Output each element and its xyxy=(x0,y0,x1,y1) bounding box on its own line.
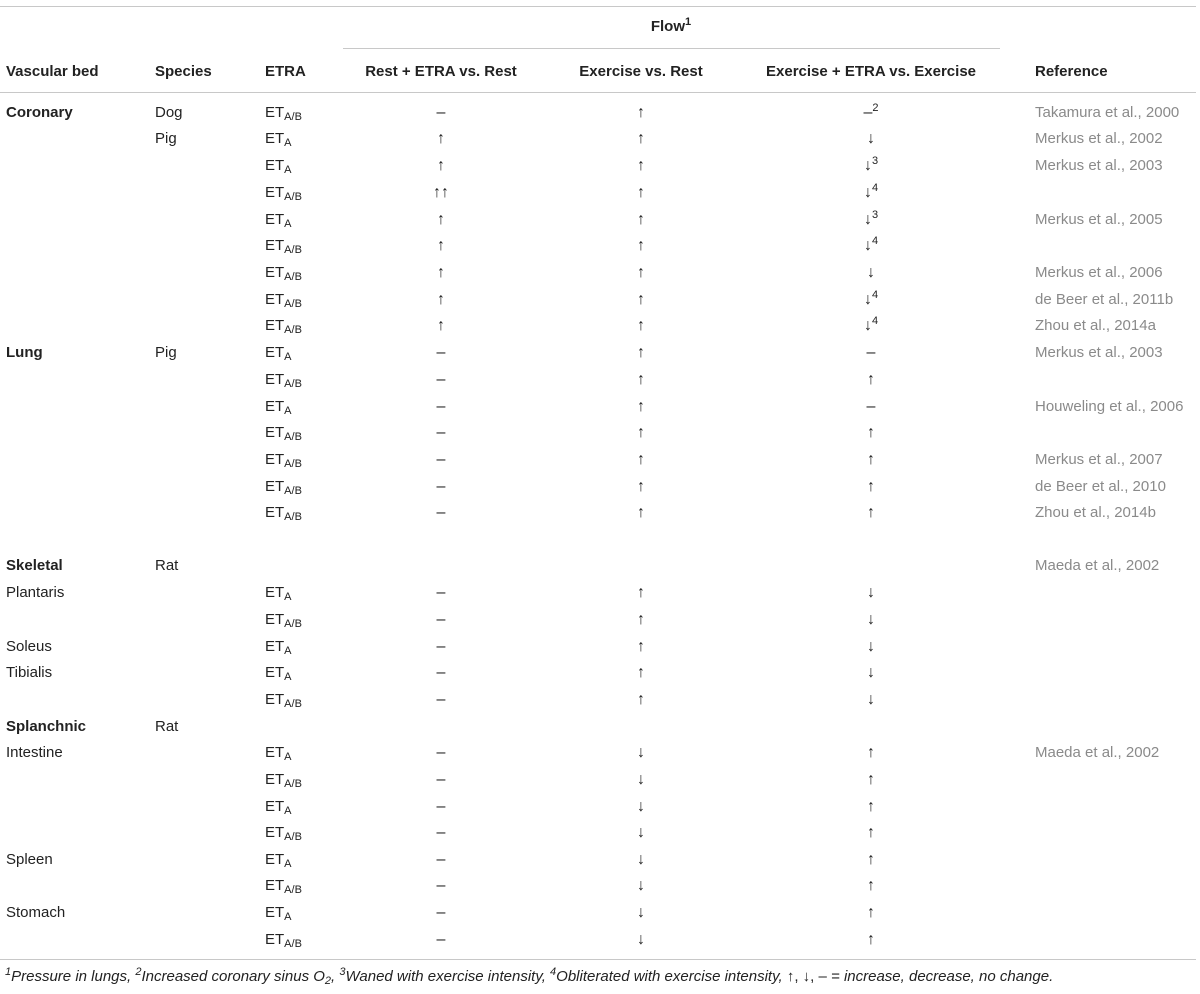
etra-receptor-sub: A/B xyxy=(284,884,302,896)
etra-receptor-sub: A/B xyxy=(284,431,302,443)
exercise-rest-cell: ↑ xyxy=(637,451,645,468)
reference-cell: Takamura et al., 2000 xyxy=(1035,104,1180,121)
rest-etra-cell: – xyxy=(436,824,446,841)
etra-receptor-sub: A xyxy=(284,591,292,603)
etra-receptor-sub: A/B xyxy=(284,778,302,790)
etra-prefix: ET xyxy=(265,424,285,441)
exercise-rest-cell: ↓ xyxy=(637,824,645,841)
rest-etra-cell: – xyxy=(436,424,446,441)
exercise-etra-value: ↓ xyxy=(867,264,875,281)
etra-cell xyxy=(265,824,302,842)
exercise-etra-cell xyxy=(867,904,875,922)
exercise-etra-cell xyxy=(867,398,876,416)
rest-etra-cell: – xyxy=(436,877,446,894)
footnote-marker: 3 xyxy=(871,155,879,167)
reference-cell: de Beer et al., 2010 xyxy=(1035,478,1166,495)
etra-cell xyxy=(265,877,302,895)
etra-cell xyxy=(265,451,302,469)
header-flow-label: Flow xyxy=(650,18,686,35)
etra-prefix: ET xyxy=(265,184,285,201)
exercise-etra-cell xyxy=(867,798,875,816)
exercise-etra-cell xyxy=(867,638,875,656)
rest-etra-cell: – xyxy=(436,744,446,761)
reference-cell: Zhou et al., 2014a xyxy=(1035,317,1156,334)
etra-cell xyxy=(265,184,302,202)
exercise-etra-cell xyxy=(867,877,875,895)
exercise-rest-cell: ↑ xyxy=(637,184,645,201)
etra-cell xyxy=(265,344,292,362)
header-rule xyxy=(0,92,1196,93)
exercise-etra-value: – xyxy=(866,344,876,361)
etra-cell xyxy=(265,317,302,335)
exercise-etra-value: ↑ xyxy=(867,451,875,468)
exercise-etra-value: ↓ xyxy=(863,211,872,228)
etra-prefix: ET xyxy=(265,478,285,495)
etra-prefix: ET xyxy=(265,104,285,121)
exercise-etra-value: ↓ xyxy=(863,291,872,308)
rest-etra-cell: – xyxy=(436,504,446,521)
exercise-etra-value: ↓ xyxy=(867,584,875,601)
reference-cell: Merkus et al., 2005 xyxy=(1035,211,1163,228)
etra-prefix: ET xyxy=(265,344,285,361)
bottom-rule xyxy=(0,959,1196,960)
etra-receptor-sub: A xyxy=(284,351,292,363)
etra-prefix: ET xyxy=(265,211,285,228)
exercise-etra-value: ↑ xyxy=(867,424,875,441)
exercise-rest-cell: ↑ xyxy=(637,478,645,495)
vascular-bed-cell: Lung xyxy=(6,344,43,361)
rest-etra-cell: ↑ xyxy=(437,264,445,281)
etra-receptor-sub: A/B xyxy=(284,458,302,470)
etra-prefix: ET xyxy=(265,744,285,761)
exercise-rest-cell: ↑ xyxy=(637,584,645,601)
rest-etra-cell: – xyxy=(436,931,446,948)
exercise-etra-value: ↑ xyxy=(867,371,875,388)
rest-etra-cell: – xyxy=(436,344,446,361)
exercise-etra-value: ↓ xyxy=(867,611,875,628)
footnote-mark-3: 3 xyxy=(339,966,346,978)
exercise-rest-cell: ↑ xyxy=(637,638,645,655)
exercise-etra-value: ↓ xyxy=(867,638,875,655)
etra-prefix: ET xyxy=(265,877,285,894)
exercise-etra-value: ↓ xyxy=(863,237,872,254)
exercise-etra-value: ↑ xyxy=(867,504,875,521)
exercise-etra-cell xyxy=(867,771,875,789)
etra-cell xyxy=(265,638,292,656)
reference-cell: Merkus et al., 2003 xyxy=(1035,344,1163,361)
species-cell: Pig xyxy=(155,344,177,361)
rest-etra-cell: ↑ xyxy=(437,317,445,334)
etra-prefix: ET xyxy=(265,904,285,921)
etra-receptor-sub: A/B xyxy=(284,938,302,950)
etra-prefix: ET xyxy=(265,931,285,948)
rest-etra-cell: ↑ xyxy=(437,291,445,308)
exercise-etra-cell xyxy=(867,451,875,469)
etra-cell xyxy=(265,664,292,682)
exercise-rest-cell: ↓ xyxy=(637,771,645,788)
etra-receptor-sub: A/B xyxy=(284,298,302,310)
etra-prefix: ET xyxy=(265,504,285,521)
exercise-rest-cell: ↑ xyxy=(637,398,645,415)
exercise-etra-value: ↑ xyxy=(867,798,875,815)
footnote-text-3: Waned with exercise intensity, xyxy=(345,968,551,985)
exercise-etra-value: ↓ xyxy=(863,184,872,201)
exercise-rest-cell: ↑ xyxy=(637,104,645,121)
exercise-etra-value: ↓ xyxy=(867,130,875,147)
reference-cell: Merkus et al., 2007 xyxy=(1035,451,1163,468)
etra-receptor-sub: A/B xyxy=(284,378,302,390)
header-reference: Reference xyxy=(1035,63,1108,80)
exercise-rest-cell: ↑ xyxy=(637,317,645,334)
etra-prefix: ET xyxy=(265,611,285,628)
reference-cell: Merkus et al., 2002 xyxy=(1035,130,1163,147)
etra-receptor-sub: A/B xyxy=(284,698,302,710)
etra-cell xyxy=(265,931,302,949)
exercise-rest-cell: ↑ xyxy=(637,157,645,174)
exercise-etra-cell xyxy=(867,344,876,362)
etra-cell xyxy=(265,211,292,229)
etra-prefix: ET xyxy=(265,584,285,601)
exercise-etra-cell xyxy=(867,931,875,949)
rest-etra-cell: – xyxy=(436,584,446,601)
exercise-rest-cell: ↑ xyxy=(637,371,645,388)
footnote-text-2-sub: 2 xyxy=(324,975,332,987)
exercise-rest-cell: ↓ xyxy=(637,744,645,761)
etra-prefix: ET xyxy=(265,771,285,788)
exercise-rest-cell: ↓ xyxy=(637,798,645,815)
etra-receptor-sub: A/B xyxy=(284,111,302,123)
rest-etra-cell: – xyxy=(436,771,446,788)
etra-receptor-sub: A/B xyxy=(284,324,302,336)
exercise-etra-cell xyxy=(867,691,875,709)
footnote-marker: 4 xyxy=(871,289,879,301)
exercise-etra-value: ↑ xyxy=(867,824,875,841)
footnote-marker: 4 xyxy=(871,235,879,247)
etra-receptor-sub: A xyxy=(284,805,292,817)
footnote-mark-2: 2 xyxy=(135,966,142,978)
flow-group-rule xyxy=(343,48,1000,49)
etra-cell xyxy=(265,771,302,789)
etra-prefix: ET xyxy=(265,638,285,655)
species-cell: Dog xyxy=(155,104,183,121)
rest-etra-cell: – xyxy=(436,611,446,628)
exercise-etra-cell xyxy=(864,291,878,309)
exercise-etra-cell xyxy=(864,211,878,229)
rest-etra-cell: – xyxy=(436,664,446,681)
etra-prefix: ET xyxy=(265,398,285,415)
exercise-etra-cell xyxy=(867,584,875,602)
etra-prefix: ET xyxy=(265,237,285,254)
vascular-bed-cell: Spleen xyxy=(6,851,53,868)
etra-receptor-sub: A xyxy=(284,405,292,417)
exercise-etra-cell xyxy=(867,478,875,496)
etra-cell xyxy=(265,237,302,255)
etra-cell xyxy=(265,478,302,496)
etra-prefix: ET xyxy=(265,264,285,281)
exercise-etra-cell xyxy=(867,824,875,842)
header-flow-group xyxy=(651,18,691,36)
rest-etra-cell: – xyxy=(436,798,446,815)
exercise-rest-cell: ↑ xyxy=(637,611,645,628)
etra-cell xyxy=(265,611,302,629)
etra-receptor-sub: A/B xyxy=(284,618,302,630)
footnote-symbols: ↑, ↓, – xyxy=(786,968,827,985)
etra-prefix: ET xyxy=(265,798,285,815)
exercise-etra-cell xyxy=(864,157,878,175)
footnote-text-5: = increase, decrease, no change. xyxy=(826,968,1054,985)
vascular-bed-cell: Tibialis xyxy=(6,664,53,681)
header-exercise-etra: Exercise + ETRA vs. Exercise xyxy=(766,63,976,80)
exercise-rest-cell: ↑ xyxy=(637,211,645,228)
exercise-rest-cell: ↑ xyxy=(637,130,645,147)
etra-receptor-sub: A/B xyxy=(284,485,302,497)
vascular-bed-cell: Splanchnic xyxy=(6,718,87,735)
exercise-etra-cell xyxy=(867,264,875,282)
exercise-etra-cell xyxy=(867,504,875,522)
exercise-etra-cell xyxy=(867,851,875,869)
species-cell: Rat xyxy=(155,557,179,574)
reference-cell: Merkus et al., 2006 xyxy=(1035,264,1163,281)
etra-prefix: ET xyxy=(265,291,285,308)
exercise-etra-value: ↑ xyxy=(867,904,875,921)
footnote-marker: 3 xyxy=(871,209,879,221)
reference-cell: Maeda et al., 2002 xyxy=(1035,557,1160,574)
etra-cell xyxy=(265,584,292,602)
vascular-bed-cell: Coronary xyxy=(6,104,73,121)
header-rest-etra: Rest + ETRA vs. Rest xyxy=(365,63,517,80)
etra-cell xyxy=(265,851,292,869)
etra-cell xyxy=(265,371,302,389)
rest-etra-cell: – xyxy=(436,371,446,388)
etra-prefix: ET xyxy=(265,691,285,708)
rest-etra-cell: – xyxy=(436,398,446,415)
etra-receptor-sub: A xyxy=(284,671,292,683)
exercise-rest-cell: ↑ xyxy=(637,237,645,254)
exercise-rest-cell: ↓ xyxy=(637,904,645,921)
etra-receptor-sub: A/B xyxy=(284,244,302,256)
exercise-etra-value: ↓ xyxy=(863,157,872,174)
header-flow-footnote: 1 xyxy=(685,16,692,28)
header-exercise-rest: Exercise vs. Rest xyxy=(579,63,703,80)
exercise-etra-cell xyxy=(867,371,875,389)
etra-cell xyxy=(265,798,292,816)
exercise-etra-value: ↑ xyxy=(867,744,875,761)
exercise-etra-cell xyxy=(867,744,875,762)
exercise-etra-cell xyxy=(867,424,875,442)
vascular-bed-cell: Plantaris xyxy=(6,584,65,601)
rest-etra-cell: – xyxy=(436,478,446,495)
etra-cell xyxy=(265,744,292,762)
exercise-etra-cell xyxy=(863,104,878,122)
species-cell: Pig xyxy=(155,130,177,147)
exercise-rest-cell: ↓ xyxy=(637,931,645,948)
exercise-rest-cell: ↑ xyxy=(637,504,645,521)
rest-etra-cell: – xyxy=(436,904,446,921)
exercise-etra-value: ↑ xyxy=(867,771,875,788)
rest-etra-cell: ↑ xyxy=(437,157,445,174)
etra-cell xyxy=(265,130,292,148)
species-cell: Rat xyxy=(155,718,179,735)
etra-cell xyxy=(265,157,292,175)
exercise-etra-cell xyxy=(864,184,878,202)
vascular-bed-cell: Soleus xyxy=(6,638,52,655)
exercise-rest-cell: ↓ xyxy=(637,877,645,894)
exercise-etra-value: – xyxy=(866,398,876,415)
etra-receptor-sub: A/B xyxy=(284,271,302,283)
vascular-bed-cell: Skeletal xyxy=(6,557,63,574)
etra-cell xyxy=(265,904,292,922)
footnote-text-2-end: , xyxy=(331,968,340,985)
etra-receptor-sub: A xyxy=(284,751,292,763)
exercise-rest-cell: ↑ xyxy=(637,664,645,681)
etra-receptor-sub: A xyxy=(284,858,292,870)
exercise-rest-cell: ↑ xyxy=(637,264,645,281)
etra-receptor-sub: A xyxy=(284,911,292,923)
exercise-etra-value: ↑ xyxy=(867,931,875,948)
etra-prefix: ET xyxy=(265,851,285,868)
footnote-text-2: Increased coronary sinus O xyxy=(141,968,325,985)
exercise-rest-cell: ↑ xyxy=(637,291,645,308)
reference-cell: Maeda et al., 2002 xyxy=(1035,744,1160,761)
footnote-text-4: Obliterated with exercise intensity, xyxy=(556,968,787,985)
reference-cell: de Beer et al., 2011b xyxy=(1035,291,1174,308)
rest-etra-cell: ↑↑ xyxy=(433,184,449,201)
rest-etra-cell: ↑ xyxy=(437,130,445,147)
footnote-mark-4: 4 xyxy=(550,966,557,978)
reference-cell: Zhou et al., 2014b xyxy=(1035,504,1156,521)
exercise-etra-value: ↑ xyxy=(867,478,875,495)
exercise-etra-value: ↓ xyxy=(867,664,875,681)
etra-prefix: ET xyxy=(265,317,285,334)
footnote-marker: 2 xyxy=(872,102,879,114)
etra-cell xyxy=(265,504,302,522)
etra-receptor-sub: A xyxy=(284,137,292,149)
exercise-rest-cell: ↓ xyxy=(637,851,645,868)
exercise-etra-cell xyxy=(867,130,875,148)
rest-etra-cell: ↑ xyxy=(437,211,445,228)
footnote-mark-1: 1 xyxy=(5,966,12,978)
exercise-rest-cell: ↑ xyxy=(637,691,645,708)
header-vascular-bed: Vascular bed xyxy=(6,63,99,80)
table-footnote xyxy=(5,968,1053,985)
etra-receptor-sub: A/B xyxy=(284,511,302,523)
exercise-etra-cell xyxy=(864,317,878,335)
etra-cell xyxy=(265,424,302,442)
etra-prefix: ET xyxy=(265,451,285,468)
etra-cell xyxy=(265,398,292,416)
etra-prefix: ET xyxy=(265,157,285,174)
etra-receptor-sub: A xyxy=(284,645,292,657)
etra-receptor-sub: A xyxy=(284,218,292,230)
reference-cell: Houweling et al., 2006 xyxy=(1035,398,1184,415)
vascular-bed-cell: Intestine xyxy=(6,744,63,761)
rest-etra-cell: – xyxy=(436,104,446,121)
rest-etra-cell: – xyxy=(436,638,446,655)
etra-prefix: ET xyxy=(265,371,285,388)
etra-cell xyxy=(265,264,302,282)
exercise-etra-cell xyxy=(867,664,875,682)
rest-etra-cell: – xyxy=(436,851,446,868)
etra-receptor-sub: A/B xyxy=(284,831,302,843)
exercise-etra-value: ↓ xyxy=(867,691,875,708)
etra-cell xyxy=(265,104,302,122)
rest-etra-cell: – xyxy=(436,691,446,708)
exercise-rest-cell: ↑ xyxy=(637,344,645,361)
exercise-etra-value: ↑ xyxy=(867,877,875,894)
etra-prefix: ET xyxy=(265,824,285,841)
exercise-etra-cell xyxy=(864,237,878,255)
rest-etra-cell: ↑ xyxy=(437,237,445,254)
vascular-bed-cell: Stomach xyxy=(6,904,66,921)
exercise-etra-value: – xyxy=(863,104,873,121)
etra-prefix: ET xyxy=(265,130,285,147)
rest-etra-cell: – xyxy=(436,451,446,468)
top-rule xyxy=(0,6,1196,7)
reference-cell: Merkus et al., 2003 xyxy=(1035,157,1163,174)
etra-receptor-sub: A xyxy=(284,164,292,176)
footnote-marker: 4 xyxy=(871,182,879,194)
header-etra: ETRA xyxy=(265,63,306,80)
exercise-etra-value: ↑ xyxy=(867,851,875,868)
exercise-etra-cell xyxy=(867,611,875,629)
header-species: Species xyxy=(155,63,212,80)
etra-receptor-sub: A/B xyxy=(284,191,302,203)
exercise-etra-value: ↓ xyxy=(863,317,872,334)
exercise-rest-cell: ↑ xyxy=(637,424,645,441)
etra-cell xyxy=(265,291,302,309)
footnote-marker: 4 xyxy=(871,315,879,327)
etra-prefix: ET xyxy=(265,664,285,681)
footnote-text-1: Pressure in lungs, xyxy=(11,968,136,985)
etra-cell xyxy=(265,691,302,709)
